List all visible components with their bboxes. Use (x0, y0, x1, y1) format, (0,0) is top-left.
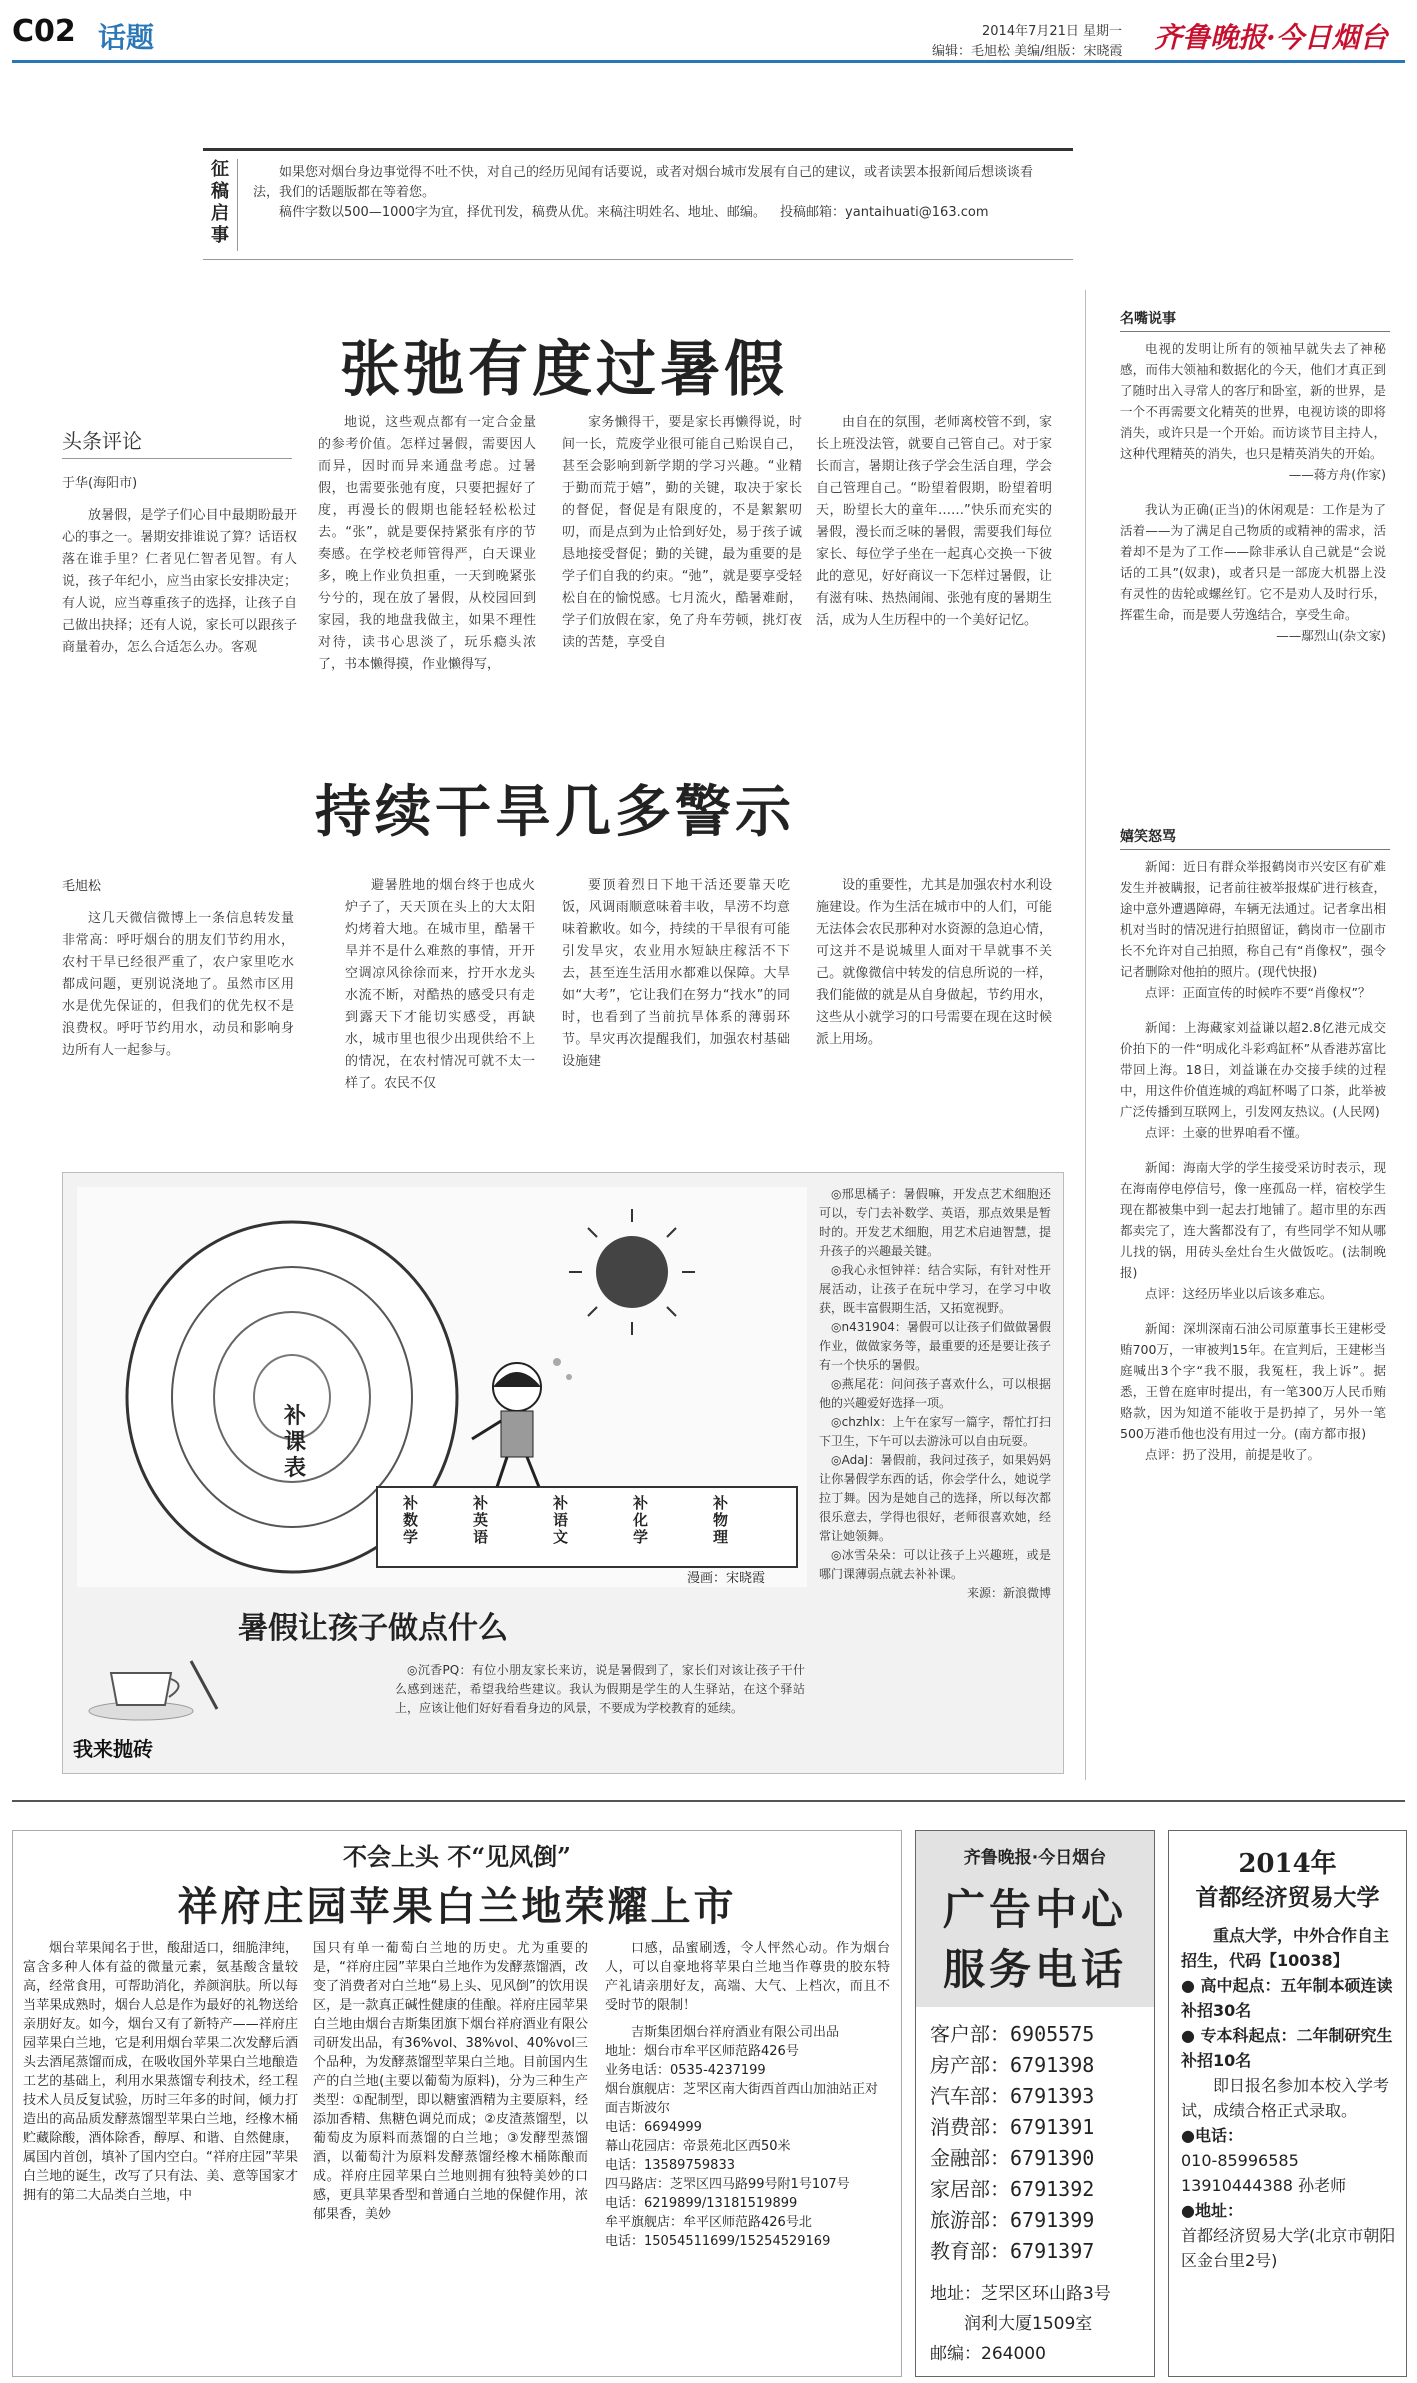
article-1-col-2: 地说，这些观点都有一定合金量的参考价值。怎样过暑假，需要因人而异，因时而异来通盘考虑。过暑假，也需要张弛有度，只要把握好了度，再漫长的假期也能轻轻松松过去。“张”，就是要保持紧张有序的节奏感。在学校老师管得严，白天课业多，晚上作业负担重，一天到晚紧张兮兮的，现在放了暑假，从校园回到家园，我的地盘我做主，如果不理性对待，读书心思淡了，玩乐瘾头浓了，书本懒得摸，作业懒得写， (318, 415, 536, 672)
ad-brandy-kicker: 不会上头 不“见风倒” (343, 1842, 571, 1871)
article-2-col-2: 避暑胜地的烟台终于也成火炉子了，天天顶在头上的大太阳灼烤着大地。在城市里，酷暑干旱并不是什么难熬的事情，开开空调凉风徐徐而来，拧开水龙头水流不断，对酷热的感受只有走到露天下才能切实感受，再缺水，城市里也很少出现供给不上的情况，在农村情况可就不太一样了。农民不仅 (345, 878, 535, 1091)
phone-row: 汽车部：6791393 (930, 2084, 1095, 2108)
ad-service-title-1: 广告中心 (942, 1885, 1127, 1934)
phone-row: 房产部：6791398 (930, 2053, 1095, 2077)
ad-uni-title-2: 首都经济贸易大学 (1195, 1884, 1380, 1911)
right-tag-1: 名嘴说事 (1120, 308, 1390, 332)
sun-icon (596, 1236, 668, 1308)
phone-row: 客户部：6905575 (930, 2022, 1095, 2046)
book-label: 补语文 (553, 1494, 569, 1546)
forum-comment: ◎燕尾花：问问孩子喜欢什么，可以根据他的兴趣爱好选择一项。 (819, 1377, 1051, 1410)
article-1-col-1: 放暑假，是学子们心目中最期盼最开心的事之一。暑期安排谁说了算？话语权落在谁手里？仁者见仁智者见智。有人说，孩子年纪小，应当由家长安排决定；有人说，应当尊重孩子的选择，让孩子自己做出抉择；还有人说，家长可以跟孩子商量着办，怎么合适怎么办。客观 (62, 508, 297, 655)
call-line-2: 稿件字数以500—1000字为宜，择优刊发，稿费从优。来稿注明姓名、地址、邮编。 (279, 205, 766, 220)
ad-brandy-col-1: 烟台苹果闻名于世，酸甜适口，细脆津纯，富含多种人体有益的微量元素，氨基酸含量较高，经常食用，可帮助消化，养颜润肤。所以每当苹果成熟时，烟台人总是作为最好的礼物送给亲朋好友。如今，烟台又有了新特产——祥府庄园苹果白兰地，它是利用烟台苹果二次发酵后酒头去酒尾蒸馏而成，在吸收国外苹果白兰地酿造工艺的基础上，利用水果蒸馏专利技术，经工程技术人员反复试验，历时三年多的时间，倾力打造出的高品质发酵蒸馏型苹果白兰地，经橡木桶贮藏除酸，酒体除香，醇厚、和谐、自然健康，属国内首创，填补了国内空白。“祥府庄园”苹果白兰地的诞生，改写了只有法、美、意等国家才拥有的第二大品类白兰地，中 (23, 1941, 298, 2203)
news-item: 新闻：深圳深南石油公司原董事长王建彬受贿700万，一审被判15年。在宣判后，王建彬当庭喊出3个字“我不服，我冤枉，我上诉”。据悉，王曾在庭审时提出，有一笔300万人民币贿赂款，因为知道不能收于是扔掉了，另外一笔500万港币他也没有用过一分。(南方都市报) (1120, 1321, 1386, 1441)
article-1-author: 于华(海阳市) (62, 476, 138, 491)
call-line-1: 如果您对烟台身边事觉得不吐不快，对自己的经历见闻有话要说，或者对烟台城市发展有自己的建议，或者读罢本报新闻后想谈谈看法，我们的话题版都在等着您。 (253, 165, 1034, 200)
ad-company: 吉斯集团烟台祥府酒业有限公司出品 (631, 2025, 840, 2040)
article-1-col-3: 家务懒得干，要是家长再懒得说，时间一长，荒废学业很可能自己贻误自己，甚至会影响到新学期的学习兴趣。“业精于勤而荒于嬉”，勤的关键，取决于家长的督促，督促是有限度的，不是絮絮叨叨，而是点到为止恰到好处，易于孩子诚恳地接受督促；勤的关键，最为重要的是学子们自我的约束。“弛”，就是要享受轻松自在的愉悦感。七月流火，酷暑难耐，学子们放假在家，免了舟车劳顿，挑灯夜读的苦楚，享受自 (562, 415, 802, 650)
ad-row-divider (12, 1800, 1405, 1802)
teacup-icon (81, 1653, 221, 1723)
call-for-submissions (203, 148, 1073, 260)
article-1-col-4: 由自在的氛围，老师离校管不到，家长上班没法管，就要自己管自己。对于家长而言，暑期让孩子学会生活自理，学会自己管理自己。“盼望着假期，盼望着明天，盼望长大的童年……”快乐而充实的暑假，漫长而乏味的暑假，需要我们每位家长、每位学子坐在一起真心交换一下彼此的意见，好好商议一下怎样过暑假，让有滋有味、热热闹闹、张弛有度的暑期生活，成为人生历程中的一个美好记忆。 (816, 415, 1052, 628)
forum-comment-bottom: ◎沉香PQ：有位小朋友家长来访，说是暑假到了，家长们对该让孩子干什么感到迷茫，希望我给些建议。我认为假期是学生的人生驿站，在这个驿站上，应该让他们好好看看身边的风景，不要成为学校教育的延续。 (395, 1663, 805, 1715)
right-opinions (1120, 338, 1386, 808)
ad-brandy-title: 祥府庄园苹果白兰地荣耀上市 (177, 1883, 737, 1930)
forum-label: 我来抛砖 (73, 1737, 153, 1761)
ad-service-center (915, 1830, 1155, 2377)
forum-title: 暑假让孩子做点什么 (238, 1611, 508, 1646)
call-email: 投稿邮箱：yantaihuati@163.com (780, 205, 989, 220)
news-item: 新闻：海南大学的学生接受采访时表示，现在海南停电停信号，像一座孤岛一样，宿校学生现在都被集中到一起去打地铺了。超市里的东西都卖完了，连大酱都没有了，有些同学不知从哪儿找的锅，用砖头垒灶台生火做饭吃。(法制晚报) (1120, 1160, 1386, 1280)
opinion-2: 我认为正确(正当)的休闲观是：工作是为了活着——为了满足自己物质的或精神的需求，活着却不是为了工作——除非承认自己就是“会说话的工具”(奴隶)，或者只是一部庞大机器上没有灵性的齿轮或螺丝钉。它不是劝人及时行乐，挥霍生命，而是要人劳逸结合，享受生命。 (1120, 502, 1386, 622)
call-text (253, 163, 1053, 223)
ad-brandy-col-2: 国只有单一葡萄白兰地的历史。尤为重要的是，“祥府庄园”苹果白兰地作为发酵蒸馏酒，改变了消费者对白兰地“易上头、见风倒”的饮用误区，是一款真正碱性健康的佳酿。祥府庄园苹果白兰地由烟台吉斯集团旗下烟台祥府酒业有限公司研发出品，有36%vol、38%vol、40%vol三个品种，为发酵蒸馏型苹果白兰地。目前国内生产的白兰地(主要以葡萄为原料)，分为三种生产类型：①配制型，即以糖蜜酒精为主要原料，经添加香精、焦糖色调兑而成；②皮渣蒸馏型，以葡萄皮为原料而蒸馏的白兰地；③发酵型蒸馏酒，以葡萄汁为原料发酵蒸馏经橡木桶陈酿而成。祥府庄园苹果白兰地则拥有独特美妙的口感，更具苹果香型和普通白兰地的保健作用，浓郁果香，美妙 (313, 1941, 588, 2222)
right-news (1120, 856, 1386, 1776)
book-label: 补数学 (403, 1494, 419, 1546)
forum-comment: ◎冰雪朵朵：可以让孩子上兴趣班，或是哪门课薄弱点就去补补课。 (819, 1548, 1051, 1581)
article-1-title: 张弛有度过暑假 (340, 335, 788, 405)
ad-brandy (12, 1830, 902, 2377)
cartoon-books (403, 1489, 803, 1569)
header-divider (12, 60, 1405, 63)
phone-row: 旅游部：6791399 (930, 2208, 1095, 2232)
ad-university (1168, 1830, 1407, 2377)
right-tag-2: 嬉笑怒骂 (1120, 826, 1390, 850)
news-comment: 点评：扔了没用，前提是收了。 (1145, 1447, 1321, 1462)
date-line: 2014年7月21日 星期一 (982, 24, 1123, 39)
news-item: 新闻：近日有群众举报鹤岗市兴安区有矿难发生并被瞒报，记者前往被举报煤矿进行核查，途中意外遭遇障碍，车辆无法通过。记者拿出相机对当时的情况进行拍照留证，鹤岗市一位副市长不允许对自己拍照，称自己有“肖像权”，强令记者删除对他拍的照片。(现代快报) (1120, 859, 1386, 979)
ad-service-address: 地址：芝罘区环山路3号 润利大厦1509室 邮编：264000 (930, 2284, 1111, 2364)
ad-brandy-col-3: 口感，品蜜刷透，令人怦然心动。作为烟台人，可以自豪地将苹果白兰地当作尊贵的胶东特产礼请亲朋好友，高端、大气、上档次，而且不受时节的限制！ 吉斯集团烟台祥府酒业有限公司出品 地址：烟台市牟平区师范路426号 业务电话：0535-4237199 烟台旗舰店：芝罘区南大街西首西山加油站正对面吉斯波尔 电话：6694999 幕山花园店：帝景苑北区西50米 电话：13589759833 四马路店：芝罘区四马路99号附1号107号 电话：6219899/13181519899 牟平旗舰店：牟平区师范路426号北 电话：15054511699/15254529169 (605, 1941, 890, 2249)
news-comment: 点评：正面宣传的时候咋不要“肖像权”？ (1145, 985, 1371, 1000)
article-2-title: 持续干旱几多警示 (315, 779, 795, 845)
cartoon-credit: 漫画：宋晓霞 (687, 1571, 766, 1586)
article-2-col-1: 这几天微信微博上一条信息转发量非常高：呼吁烟台的朋友们节约用水，农村干旱已经很严重了，农户家里吃水都成问题，更别说浇地了。虽然市区用水是优先保证的，但我们的优先权不是浪费权。呼吁节约用水，动员和影响身边所有人一起参与。 (62, 911, 294, 1058)
forum-box (62, 1172, 1064, 1774)
forum-comment: ◎邢思橘子：暑假嘛，开发点艺术细胞还可以，专门去补数学、英语，那点效果是暂时的。开发艺术细胞，用艺术启迪智慧，提升孩子的兴趣最关键。 (819, 1187, 1051, 1258)
book-label: 补物理 (713, 1494, 729, 1546)
forum-comment: ◎chzhlx：上午在家写一篇字，帮忙打扫下卫生，下午可以去游泳可以自由玩耍。 (819, 1415, 1051, 1448)
phone-row: 教育部：6791397 (930, 2239, 1095, 2263)
forum-source: 来源：新浪微博 (966, 1586, 1051, 1600)
right-column-divider (1085, 290, 1086, 1780)
ad-uni-title-1: 2014年 (1238, 1849, 1337, 1879)
forum-comments-right (819, 1185, 1051, 1765)
book-label: 补化学 (633, 1494, 649, 1546)
brand-logo: 齐鲁晚报·今日烟台 (1154, 21, 1388, 54)
phone-row: 消费部：6791391 (930, 2115, 1095, 2139)
news-comment: 点评：这经历毕业以后该多难忘。 (1145, 1286, 1333, 1301)
opinion-1-signature: ——蒋方舟(作家) (1288, 467, 1386, 482)
opinion-2-signature: ——鄢烈山(杂文家) (1276, 628, 1386, 643)
cartoon-ball-text: 补课表 (283, 1403, 306, 1481)
editors-line: 编辑：毛旭松 美编/组版：宋晓霞 (932, 44, 1123, 59)
book-label: 补英语 (473, 1494, 489, 1546)
section-name: 话题 (98, 21, 155, 54)
ad-service-title-2: 服务电话 (942, 1945, 1127, 1994)
page-header (12, 10, 1405, 58)
ad-service-phones (930, 2019, 1145, 2267)
news-item: 新闻：上海藏家刘益谦以超2.8亿港元成交价拍下的一件“明成化斗彩鸡缸杯”从香港苏富比带回上海。18日，刘益谦在办交接手续的过程中，用这件价值连城的鸡缸杯喝了口茶，此举被广泛传播到互联网上，引发网友热议。(人民网) (1120, 1020, 1386, 1119)
page-code: C02 (12, 14, 76, 49)
opinion-1: 电视的发明让所有的领袖早就失去了神秘感，而伟大领袖和数据化的今天，他们才真正到了随时出入寻常人的客厅和卧室，新的世界，是一个不再需要文化精英的世界，电视访谈的即将消失，或许只是一个开始。而访谈节目主持人，这种代理精英的消失，也只是精英消失的开始。 (1120, 341, 1386, 461)
forum-comment: ◎n431904：暑假可以让孩子们做做暑假作业，做做家务等，最重要的还是要让孩子有一个快乐的暑假。 (819, 1320, 1051, 1372)
call-label: 征稿启事 (203, 159, 238, 251)
article-1-tag: 头条评论 (62, 425, 292, 459)
ad-uni-body: 重点大学，中外合作自主招生，代码【10038】 ● 高中起点：五年制本硕连读补招30名 ● 专本科起点：二年制研究生补招10名 即日报名参加本校入学考试，成绩合格正式录取。 ●电话： 010-85996585 13910444388 孙老师 ●地址： 首都经济贸易大学(北京市朝阳区金台里2号) (1181, 1926, 1396, 2270)
article-2-col-3: 要顶着烈日下地干活还要靠天吃饭，风调雨顺意味着丰收，旱涝不均意味着歉收。如今，持续的干旱很有可能引发旱灾，农业用水短缺庄稼活不下去，甚至连生活用水都难以保障。大旱如“大考”，它让我们在努力“找水”的同时，也看到了当前抗旱体系的薄弱环节。旱灾再次提醒我们，加强农村基础设施建 (562, 878, 790, 1069)
article-2-col-4: 设的重要性，尤其是加强农村水利设施建设。作为生活在城市中的人们，可能无法体会农民那种对水资源的急迫心情，可这并不是说城里人面对干旱就事不关己。就像微信中转发的信息所说的一样，我们能做的就是从自身做起，节约用水，这些从小就学习的口号需要在现在这时候派上用场。 (816, 878, 1052, 1047)
phone-row: 金融部：6791390 (930, 2146, 1095, 2170)
article-2-author: 毛旭松 (62, 879, 102, 894)
forum-comment: ◎AdaJ：暑假前，我问过孩子，如果妈妈让你暑假学东西的话，你会学什么，她说学拉丁舞。因为是她自己的选择，所以每次都很乐意去，学得也很好，老师很喜欢她，经常让她领舞。 (819, 1453, 1051, 1543)
phone-row: 家居部：6791392 (930, 2177, 1095, 2201)
forum-comment: ◎我心永恒钟祥：结合实际，有针对性开展活动，让孩子在玩中学习，在学习中收获，既丰富假期生活，又拓宽视野。 (819, 1263, 1051, 1315)
news-comment: 点评：土豪的世界咱看不懂。 (1145, 1125, 1308, 1140)
ad-service-top: 齐鲁晚报·今日烟台 (963, 1848, 1107, 1868)
ad-service-header (916, 1831, 1154, 2007)
